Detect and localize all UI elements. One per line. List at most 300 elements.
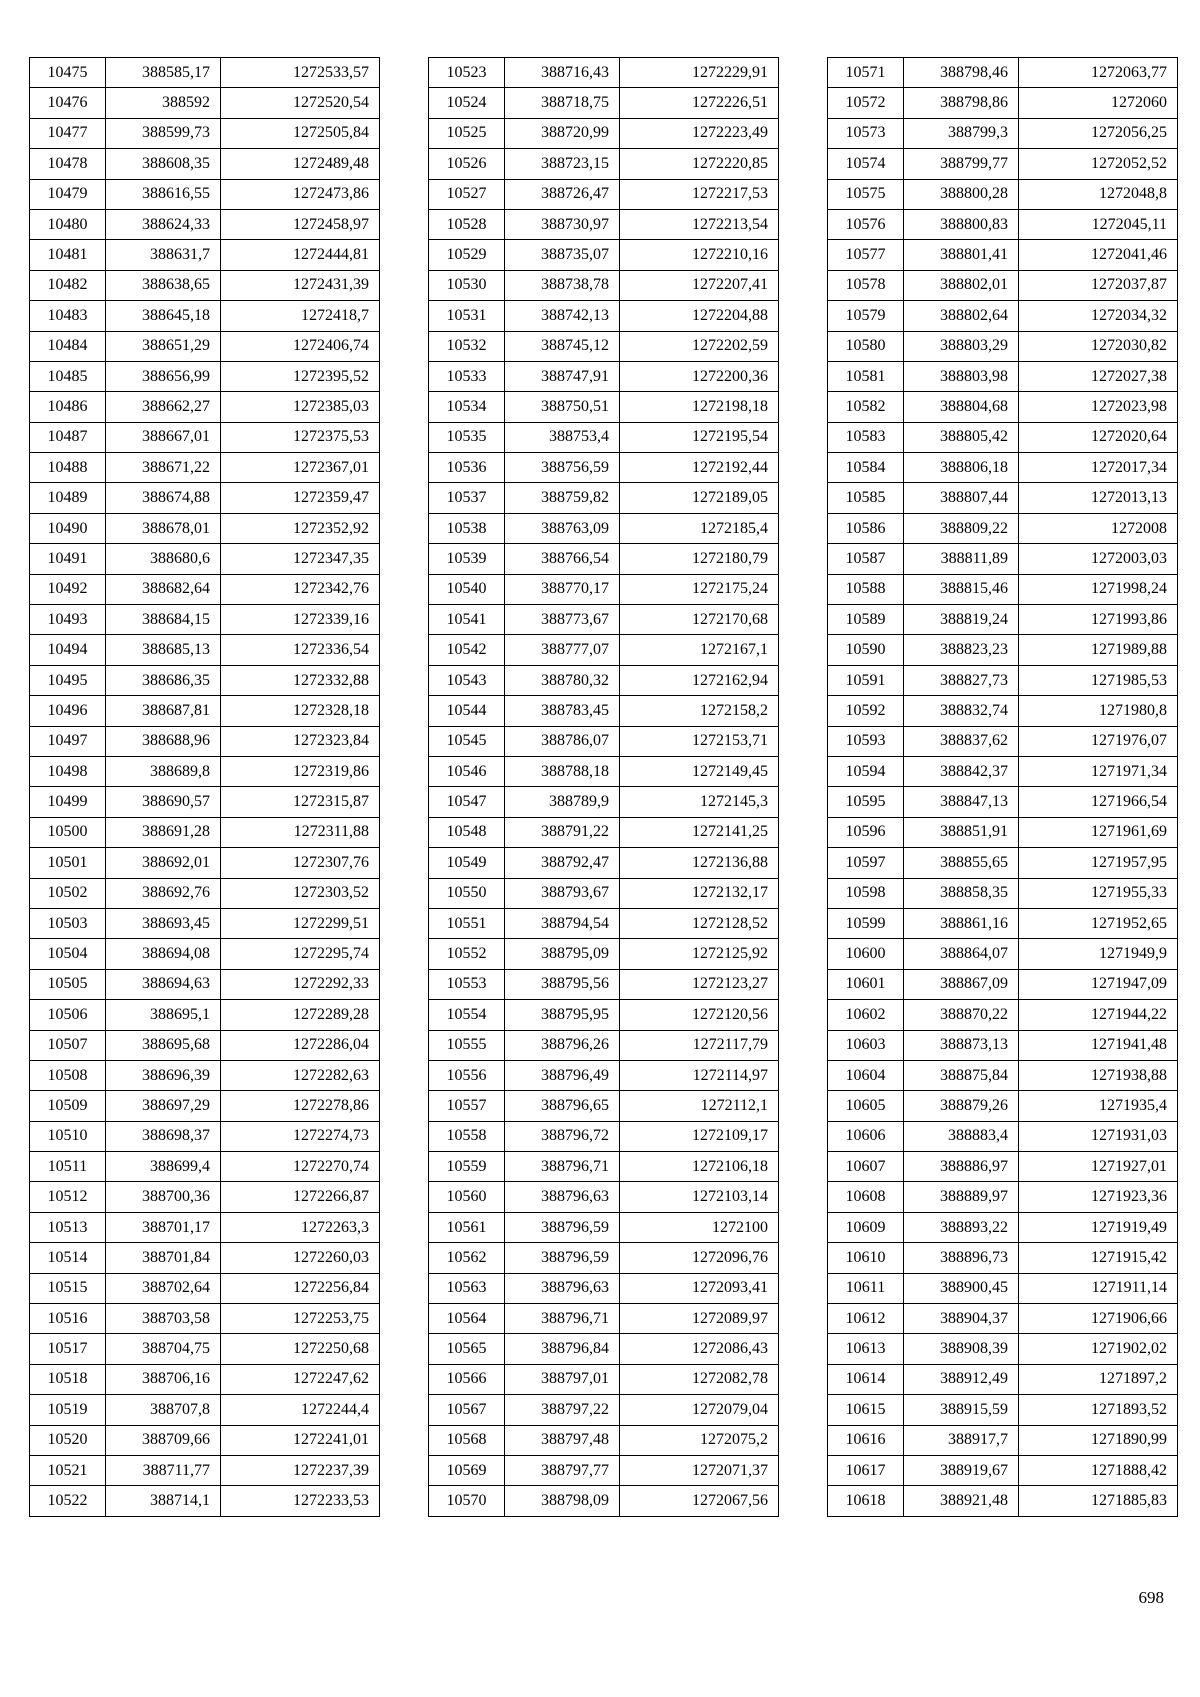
point-number-cell: 10618: [828, 1486, 904, 1516]
x-coordinate-cell: 388726,47: [505, 179, 620, 209]
y-coordinate-cell: 1272125,92: [620, 939, 779, 969]
x-coordinate-cell: 388801,41: [904, 240, 1019, 270]
point-number-cell: 10533: [429, 361, 505, 391]
point-number-cell: 10535: [429, 422, 505, 452]
x-coordinate-cell: 388678,01: [106, 513, 221, 543]
y-coordinate-cell: 1272256,84: [221, 1273, 380, 1303]
table-row: [30, 544, 380, 574]
y-coordinate-cell: 1271890,99: [1019, 1425, 1178, 1455]
x-coordinate-cell: 388806,18: [904, 453, 1019, 483]
point-number-cell: 10543: [429, 665, 505, 695]
x-coordinate-cell: 388796,84: [505, 1334, 620, 1364]
y-coordinate-cell: 1272149,45: [620, 756, 779, 786]
point-number-cell: 10534: [429, 392, 505, 422]
x-coordinate-cell: 388692,76: [106, 878, 221, 908]
point-number-cell: 10476: [30, 88, 106, 118]
point-number-cell: 10514: [30, 1243, 106, 1273]
x-coordinate-cell: 388742,13: [505, 301, 620, 331]
point-number-cell: 10523: [429, 58, 505, 88]
point-number-cell: 10500: [30, 817, 106, 847]
table-row: [429, 635, 779, 665]
table-row: [30, 1486, 380, 1516]
point-number-cell: 10540: [429, 574, 505, 604]
table-row: [429, 422, 779, 452]
y-coordinate-cell: 1272167,1: [620, 635, 779, 665]
y-coordinate-cell: 1272253,75: [221, 1304, 380, 1334]
y-coordinate-cell: 1271989,88: [1019, 635, 1178, 665]
y-coordinate-cell: 1272286,04: [221, 1030, 380, 1060]
y-coordinate-cell: 1272274,73: [221, 1121, 380, 1151]
y-coordinate-cell: 1272289,28: [221, 1000, 380, 1030]
x-coordinate-cell: 388832,74: [904, 696, 1019, 726]
table-row: [429, 331, 779, 361]
table-row: [828, 756, 1178, 786]
point-number-cell: 10560: [429, 1182, 505, 1212]
point-number-cell: 10538: [429, 513, 505, 543]
table-row: [429, 908, 779, 938]
y-coordinate-cell: 1271927,01: [1019, 1152, 1178, 1182]
table-row: [429, 513, 779, 543]
point-number-cell: 10482: [30, 270, 106, 300]
point-number-cell: 10563: [429, 1273, 505, 1303]
table-row: [429, 756, 779, 786]
point-number-cell: 10493: [30, 605, 106, 635]
table-row: [429, 848, 779, 878]
point-number-cell: 10521: [30, 1455, 106, 1485]
point-number-cell: 10503: [30, 908, 106, 938]
y-coordinate-cell: 1271938,88: [1019, 1060, 1178, 1090]
point-number-cell: 10593: [828, 726, 904, 756]
y-coordinate-cell: 1272489,48: [221, 149, 380, 179]
y-coordinate-cell: 1272158,2: [620, 696, 779, 726]
x-coordinate-cell: 388798,09: [505, 1486, 620, 1516]
table-row: [30, 908, 380, 938]
point-number-cell: 10588: [828, 574, 904, 604]
point-number-cell: 10485: [30, 361, 106, 391]
table-row: [828, 270, 1178, 300]
table-row: [30, 301, 380, 331]
x-coordinate-cell: 388616,55: [106, 179, 221, 209]
y-coordinate-cell: 1272315,87: [221, 787, 380, 817]
point-number-cell: 10577: [828, 240, 904, 270]
y-coordinate-cell: 1272295,74: [221, 939, 380, 969]
x-coordinate-cell: 388706,16: [106, 1364, 221, 1394]
x-coordinate-cell: 388797,77: [505, 1455, 620, 1485]
table-row: [828, 939, 1178, 969]
y-coordinate-cell: 1271993,86: [1019, 605, 1178, 635]
x-coordinate-cell: 388847,13: [904, 787, 1019, 817]
table-row: [429, 1304, 779, 1334]
table-row: [30, 361, 380, 391]
y-coordinate-cell: 1271998,24: [1019, 574, 1178, 604]
y-coordinate-cell: 1272332,88: [221, 665, 380, 695]
x-coordinate-cell: 388688,96: [106, 726, 221, 756]
y-coordinate-cell: 1272328,18: [221, 696, 380, 726]
point-number-cell: 10581: [828, 361, 904, 391]
x-coordinate-cell: 388800,83: [904, 209, 1019, 239]
y-coordinate-cell: 1272241,01: [221, 1425, 380, 1455]
point-number-cell: 10567: [429, 1395, 505, 1425]
table-row: [30, 848, 380, 878]
point-number-cell: 10571: [828, 58, 904, 88]
x-coordinate-cell: 388656,99: [106, 361, 221, 391]
y-coordinate-cell: 1272323,84: [221, 726, 380, 756]
x-coordinate-cell: 388819,24: [904, 605, 1019, 635]
table-row: [429, 1212, 779, 1242]
table-row: [429, 1152, 779, 1182]
x-coordinate-cell: 388689,8: [106, 756, 221, 786]
point-number-cell: 10564: [429, 1304, 505, 1334]
point-number-cell: 10592: [828, 696, 904, 726]
table-row: [828, 969, 1178, 999]
point-number-cell: 10614: [828, 1364, 904, 1394]
x-coordinate-cell: 388789,9: [505, 787, 620, 817]
table-row: [828, 1152, 1178, 1182]
point-number-cell: 10510: [30, 1121, 106, 1151]
x-coordinate-cell: 388631,7: [106, 240, 221, 270]
table-row: [30, 483, 380, 513]
point-number-cell: 10562: [429, 1243, 505, 1273]
y-coordinate-cell: 1271955,33: [1019, 878, 1178, 908]
point-number-cell: 10583: [828, 422, 904, 452]
table-row: [828, 817, 1178, 847]
table-row: [828, 1243, 1178, 1273]
point-number-cell: 10604: [828, 1060, 904, 1090]
table-row: [828, 453, 1178, 483]
x-coordinate-cell: 388718,75: [505, 88, 620, 118]
x-coordinate-cell: 388797,01: [505, 1364, 620, 1394]
x-coordinate-cell: 388707,8: [106, 1395, 221, 1425]
table-row: [828, 1000, 1178, 1030]
y-coordinate-cell: 1272120,56: [620, 1000, 779, 1030]
table-row: [30, 1030, 380, 1060]
x-coordinate-cell: 388780,32: [505, 665, 620, 695]
y-coordinate-cell: 1272086,43: [620, 1334, 779, 1364]
table-row: [828, 544, 1178, 574]
table-row: [828, 1273, 1178, 1303]
x-coordinate-cell: 388803,29: [904, 331, 1019, 361]
x-coordinate-cell: 388896,73: [904, 1243, 1019, 1273]
table-row: [828, 1182, 1178, 1212]
point-number-cell: 10556: [429, 1060, 505, 1090]
y-coordinate-cell: 1271949,9: [1019, 939, 1178, 969]
x-coordinate-cell: 388893,22: [904, 1212, 1019, 1242]
table-row: [828, 422, 1178, 452]
y-coordinate-cell: 1272175,24: [620, 574, 779, 604]
y-coordinate-cell: 1272153,71: [620, 726, 779, 756]
y-coordinate-cell: 1272247,62: [221, 1364, 380, 1394]
point-number-cell: 10594: [828, 756, 904, 786]
point-number-cell: 10558: [429, 1121, 505, 1151]
point-number-cell: 10615: [828, 1395, 904, 1425]
table-row: [30, 1152, 380, 1182]
point-number-cell: 10491: [30, 544, 106, 574]
x-coordinate-cell: 388685,13: [106, 635, 221, 665]
x-coordinate-cell: 388701,84: [106, 1243, 221, 1273]
x-coordinate-cell: 388674,88: [106, 483, 221, 513]
y-coordinate-cell: 1272342,76: [221, 574, 380, 604]
table-row: [30, 1091, 380, 1121]
table-row: [429, 1455, 779, 1485]
table-row: [30, 88, 380, 118]
x-coordinate-cell: 388796,72: [505, 1121, 620, 1151]
y-coordinate-cell: 1272202,59: [620, 331, 779, 361]
y-coordinate-cell: 1272444,81: [221, 240, 380, 270]
y-coordinate-cell: 1272292,33: [221, 969, 380, 999]
x-coordinate-cell: 388875,84: [904, 1060, 1019, 1090]
y-coordinate-cell: 1271897,2: [1019, 1364, 1178, 1394]
x-coordinate-cell: 388883,4: [904, 1121, 1019, 1151]
table-row: [828, 331, 1178, 361]
table-row: [828, 118, 1178, 148]
point-number-cell: 10569: [429, 1455, 505, 1485]
point-number-cell: 10526: [429, 149, 505, 179]
table-row: [429, 149, 779, 179]
y-coordinate-cell: 1272106,18: [620, 1152, 779, 1182]
y-coordinate-cell: 1272237,39: [221, 1455, 380, 1485]
y-coordinate-cell: 1272505,84: [221, 118, 380, 148]
y-coordinate-cell: 1272128,52: [620, 908, 779, 938]
y-coordinate-cell: 1272431,39: [221, 270, 380, 300]
point-number-cell: 10551: [429, 908, 505, 938]
x-coordinate-cell: 388686,35: [106, 665, 221, 695]
y-coordinate-cell: 1271915,42: [1019, 1243, 1178, 1273]
x-coordinate-cell: 388747,91: [505, 361, 620, 391]
y-coordinate-cell: 1272041,46: [1019, 240, 1178, 270]
point-number-cell: 10565: [429, 1334, 505, 1364]
table-row: [828, 209, 1178, 239]
y-coordinate-cell: 1271980,8: [1019, 696, 1178, 726]
point-number-cell: 10495: [30, 665, 106, 695]
point-number-cell: 10496: [30, 696, 106, 726]
table-row: [828, 635, 1178, 665]
x-coordinate-cell: 388786,07: [505, 726, 620, 756]
table-row: [30, 270, 380, 300]
point-number-cell: 10553: [429, 969, 505, 999]
point-number-cell: 10606: [828, 1121, 904, 1151]
x-coordinate-cell: 388797,22: [505, 1395, 620, 1425]
point-number-cell: 10552: [429, 939, 505, 969]
table-row: [828, 301, 1178, 331]
x-coordinate-cell: 388723,15: [505, 149, 620, 179]
y-coordinate-cell: 1271931,03: [1019, 1121, 1178, 1151]
y-coordinate-cell: 1272406,74: [221, 331, 380, 361]
x-coordinate-cell: 388802,01: [904, 270, 1019, 300]
point-number-cell: 10580: [828, 331, 904, 361]
y-coordinate-cell: 1272533,57: [221, 58, 380, 88]
point-number-cell: 10509: [30, 1091, 106, 1121]
x-coordinate-cell: 388796,59: [505, 1243, 620, 1273]
table-row: [30, 1364, 380, 1394]
table-row: [30, 1455, 380, 1485]
table-row: [429, 58, 779, 88]
y-coordinate-cell: 1272132,17: [620, 878, 779, 908]
point-number-cell: 10557: [429, 1091, 505, 1121]
point-number-cell: 10570: [429, 1486, 505, 1516]
y-coordinate-cell: 1272082,78: [620, 1364, 779, 1394]
point-number-cell: 10586: [828, 513, 904, 543]
table-row: [30, 787, 380, 817]
table-row: [30, 331, 380, 361]
table-row: [30, 209, 380, 239]
table-row: [828, 58, 1178, 88]
table-row: [828, 1395, 1178, 1425]
table-row: [828, 1334, 1178, 1364]
y-coordinate-cell: 1272223,49: [620, 118, 779, 148]
table-row: [30, 605, 380, 635]
x-coordinate-cell: 388702,64: [106, 1273, 221, 1303]
table-row: [429, 301, 779, 331]
x-coordinate-cell: 388783,45: [505, 696, 620, 726]
y-coordinate-cell: 1272217,53: [620, 179, 779, 209]
table-row: [30, 240, 380, 270]
y-coordinate-cell: 1272204,88: [620, 301, 779, 331]
y-coordinate-cell: 1272192,44: [620, 453, 779, 483]
point-number-cell: 10499: [30, 787, 106, 817]
table-row: [30, 726, 380, 756]
x-coordinate-cell: 388697,29: [106, 1091, 221, 1121]
table-row: [429, 88, 779, 118]
y-coordinate-cell: 1271961,69: [1019, 817, 1178, 847]
y-coordinate-cell: 1272213,54: [620, 209, 779, 239]
table-row: [828, 361, 1178, 391]
x-coordinate-cell: 388716,43: [505, 58, 620, 88]
x-coordinate-cell: 388720,99: [505, 118, 620, 148]
y-coordinate-cell: 1272075,2: [620, 1425, 779, 1455]
x-coordinate-cell: 388803,98: [904, 361, 1019, 391]
y-coordinate-cell: 1271952,65: [1019, 908, 1178, 938]
x-coordinate-cell: 388867,09: [904, 969, 1019, 999]
y-coordinate-cell: 1272299,51: [221, 908, 380, 938]
point-number-cell: 10549: [429, 848, 505, 878]
y-coordinate-cell: 1271944,22: [1019, 1000, 1178, 1030]
y-coordinate-cell: 1271906,66: [1019, 1304, 1178, 1334]
x-coordinate-cell: 388797,48: [505, 1425, 620, 1455]
y-coordinate-cell: 1272017,34: [1019, 453, 1178, 483]
table-row: [429, 1334, 779, 1364]
y-coordinate-cell: 1272395,52: [221, 361, 380, 391]
point-number-cell: 10616: [828, 1425, 904, 1455]
y-coordinate-cell: 1272170,68: [620, 605, 779, 635]
x-coordinate-cell: 388792,47: [505, 848, 620, 878]
y-coordinate-cell: 1272045,11: [1019, 209, 1178, 239]
x-coordinate-cell: 388638,65: [106, 270, 221, 300]
x-coordinate-cell: 388900,45: [904, 1273, 1019, 1303]
y-coordinate-cell: 1272229,91: [620, 58, 779, 88]
x-coordinate-cell: 388798,46: [904, 58, 1019, 88]
point-number-cell: 10600: [828, 939, 904, 969]
point-number-cell: 10532: [429, 331, 505, 361]
table-row: [30, 635, 380, 665]
point-number-cell: 10488: [30, 453, 106, 483]
y-coordinate-cell: 1272071,37: [620, 1455, 779, 1485]
x-coordinate-cell: 388651,29: [106, 331, 221, 361]
y-coordinate-cell: 1271902,02: [1019, 1334, 1178, 1364]
point-number-cell: 10602: [828, 1000, 904, 1030]
x-coordinate-cell: 388753,4: [505, 422, 620, 452]
x-coordinate-cell: 388682,64: [106, 574, 221, 604]
point-number-cell: 10497: [30, 726, 106, 756]
y-coordinate-cell: 1272103,14: [620, 1182, 779, 1212]
table-row: [30, 1243, 380, 1273]
table-row: [30, 665, 380, 695]
table-row: [828, 1212, 1178, 1242]
x-coordinate-cell: 388796,71: [505, 1152, 620, 1182]
x-coordinate-cell: 388886,97: [904, 1152, 1019, 1182]
x-coordinate-cell: 388788,18: [505, 756, 620, 786]
table-row: [828, 1091, 1178, 1121]
x-coordinate-cell: 388827,73: [904, 665, 1019, 695]
point-number-cell: 10608: [828, 1182, 904, 1212]
y-coordinate-cell: 1272520,54: [221, 88, 380, 118]
y-coordinate-cell: 1272056,25: [1019, 118, 1178, 148]
table-row: [30, 574, 380, 604]
y-coordinate-cell: 1272180,79: [620, 544, 779, 574]
table-row: [828, 848, 1178, 878]
table-row: [30, 1182, 380, 1212]
y-coordinate-cell: 1272375,53: [221, 422, 380, 452]
point-number-cell: 10480: [30, 209, 106, 239]
x-coordinate-cell: 388870,22: [904, 1000, 1019, 1030]
y-coordinate-cell: 1271971,34: [1019, 756, 1178, 786]
y-coordinate-cell: 1272458,97: [221, 209, 380, 239]
x-coordinate-cell: 388879,26: [904, 1091, 1019, 1121]
y-coordinate-cell: 1272207,41: [620, 270, 779, 300]
x-coordinate-cell: 388695,68: [106, 1030, 221, 1060]
y-coordinate-cell: 1271976,07: [1019, 726, 1178, 756]
y-coordinate-cell: 1272367,01: [221, 453, 380, 483]
y-coordinate-cell: 1272385,03: [221, 392, 380, 422]
table-row: [429, 361, 779, 391]
y-coordinate-cell: 1272063,77: [1019, 58, 1178, 88]
y-coordinate-cell: 1272093,41: [620, 1273, 779, 1303]
table-row: [30, 1212, 380, 1242]
point-number-cell: 10599: [828, 908, 904, 938]
x-coordinate-cell: 388693,45: [106, 908, 221, 938]
point-number-cell: 10498: [30, 756, 106, 786]
point-number-cell: 10528: [429, 209, 505, 239]
table-row: [429, 696, 779, 726]
point-number-cell: 10479: [30, 179, 106, 209]
x-coordinate-cell: 388700,36: [106, 1182, 221, 1212]
x-coordinate-cell: 388912,49: [904, 1364, 1019, 1394]
point-number-cell: 10544: [429, 696, 505, 726]
table-row: [30, 1000, 380, 1030]
x-coordinate-cell: 388800,28: [904, 179, 1019, 209]
x-coordinate-cell: 388763,09: [505, 513, 620, 543]
table-row: [30, 756, 380, 786]
x-coordinate-cell: 388714,1: [106, 1486, 221, 1516]
x-coordinate-cell: 388684,15: [106, 605, 221, 635]
table-row: [828, 726, 1178, 756]
point-number-cell: 10539: [429, 544, 505, 574]
point-number-cell: 10568: [429, 1425, 505, 1455]
table-row: [828, 574, 1178, 604]
table-row: [828, 1060, 1178, 1090]
y-coordinate-cell: 1272339,16: [221, 605, 380, 635]
x-coordinate-cell: 388804,68: [904, 392, 1019, 422]
table-row: [30, 939, 380, 969]
x-coordinate-cell: 388777,07: [505, 635, 620, 665]
x-coordinate-cell: 388690,57: [106, 787, 221, 817]
point-number-cell: 10487: [30, 422, 106, 452]
y-coordinate-cell: 1272307,76: [221, 848, 380, 878]
x-coordinate-cell: 388695,1: [106, 1000, 221, 1030]
x-coordinate-cell: 388802,64: [904, 301, 1019, 331]
point-number-cell: 10489: [30, 483, 106, 513]
point-number-cell: 10530: [429, 270, 505, 300]
point-number-cell: 10542: [429, 635, 505, 665]
